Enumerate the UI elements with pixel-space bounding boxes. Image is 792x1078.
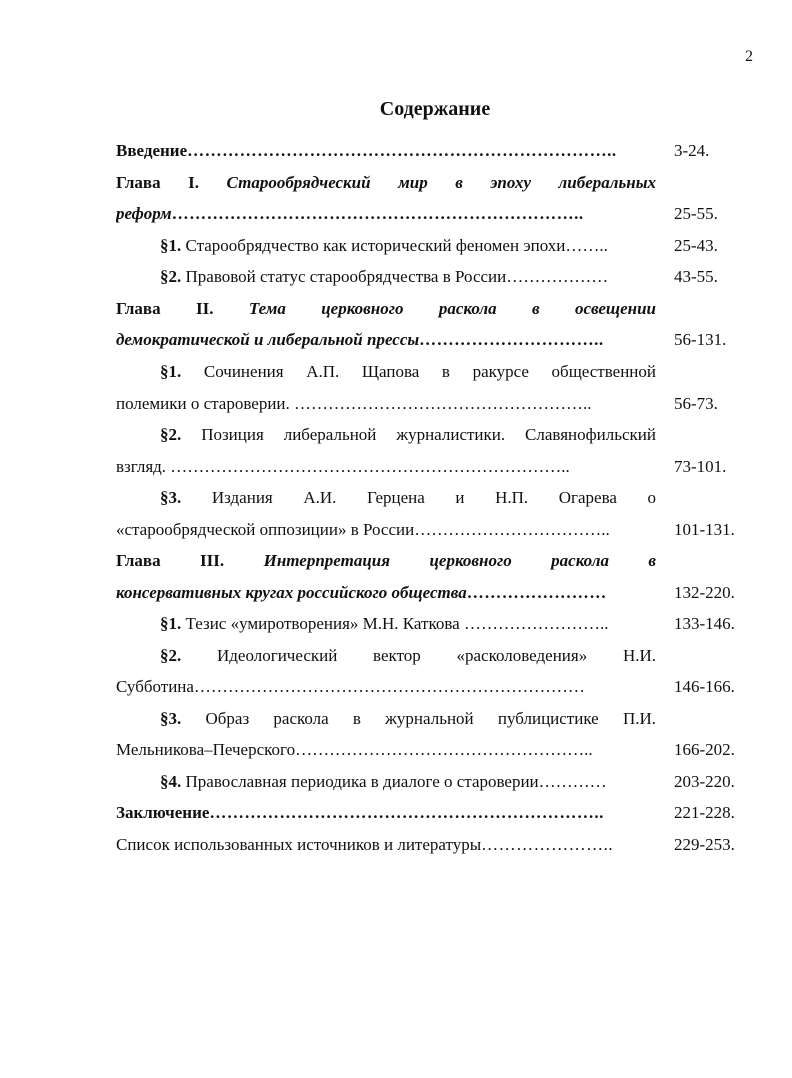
- toc-page-range: 3-24.: [674, 141, 710, 160]
- toc-page-range: 146-166.: [674, 677, 735, 696]
- toc-page-range: 56-73.: [674, 394, 718, 413]
- section-number: §3.: [160, 488, 182, 507]
- section-title-cont: взгляд. ……………………………………………………………..: [116, 457, 570, 476]
- toc-section-3-3: [0, 706, 792, 732]
- toc-page-range: 221-228.: [674, 803, 735, 822]
- section-title: Тезис «умиротворения» М.Н. Каткова ……………………..: [185, 614, 609, 633]
- toc-page-range: 132-220.: [674, 583, 735, 602]
- section-number: §2.: [160, 646, 182, 665]
- toc-section-2-2: [0, 422, 792, 448]
- chapter-label: Глава I.: [116, 173, 199, 192]
- toc-chapter-3-heading-cont: [0, 580, 792, 606]
- section-title: Правовой статус старообрядчества в России………………: [185, 267, 609, 286]
- chapter-title-cont: демократической и либеральной прессы: [116, 330, 420, 349]
- section-title: Издания А.И. Герцена и Н.П. Огарева о: [211, 488, 656, 507]
- toc-section-2-3: [0, 485, 792, 511]
- toc-leader-dots: …………………………………………………………..: [209, 803, 604, 822]
- toc-section-2-1: [0, 359, 792, 385]
- section-title: Позиция либеральной журналистики. Славянофильский: [201, 425, 656, 444]
- toc-page-range: 25-43.: [674, 236, 718, 255]
- section-title-cont: полемики о староверии. ……………………………………………..: [116, 394, 592, 413]
- toc-page-range: 203-220.: [674, 772, 735, 791]
- toc-leader-dots: ……………………………………………………………..: [171, 204, 584, 223]
- toc-section-3-2: [0, 643, 792, 669]
- page-title: Содержание: [379, 98, 491, 120]
- toc-chapter-2-heading-cont: [0, 327, 792, 353]
- section-number: §1.: [160, 362, 182, 381]
- chapter-title: Старообрядческий мир в эпоху либеральных: [226, 173, 656, 192]
- chapter-label: Глава II.: [116, 299, 214, 318]
- section-number: §2.: [160, 267, 182, 286]
- toc-page-range: 133-146.: [674, 614, 735, 633]
- toc-entry-label: Заключение: [116, 803, 210, 822]
- section-title-cont: Мельникова–Печерского……………………………………………..: [116, 740, 593, 759]
- section-number: §1.: [160, 236, 182, 255]
- toc-page-range: 73-101.: [674, 457, 727, 476]
- chapter-label: Глава III.: [116, 551, 225, 570]
- toc-leader-dots: …………………………..: [419, 330, 604, 349]
- toc-section-2-2-cont: [0, 454, 792, 480]
- toc-page-range: 25-55.: [674, 204, 718, 223]
- toc-entry-introduction: [0, 138, 792, 164]
- section-number: §2.: [160, 425, 182, 444]
- toc-entry-bibliography: [0, 832, 792, 858]
- section-number: §4.: [160, 772, 182, 791]
- toc-page-range: 56-131.: [674, 330, 727, 349]
- section-title: Старообрядчество как исторический феномен эпохи……..: [185, 236, 608, 255]
- toc-entry-label: Список использованных источников и литературы: [116, 835, 482, 854]
- chapter-title: Интерпретация церковного раскола в: [263, 551, 656, 570]
- toc-chapter-3-heading: [0, 548, 792, 574]
- toc-section-1-2: [0, 264, 792, 290]
- toc-section-3-4: [0, 769, 792, 795]
- toc-section-3-2-cont: [0, 674, 792, 700]
- chapter-title-cont: реформ: [116, 204, 172, 223]
- toc-section-3-3-cont: [0, 737, 792, 763]
- toc-section-2-1-cont: [0, 391, 792, 417]
- page-number: 2: [745, 48, 753, 65]
- toc-leader-dots: …………………..: [481, 835, 614, 854]
- toc-chapter-2-heading: [0, 296, 792, 322]
- section-title: Идеологический вектор «расколоведения» Н.И.: [217, 646, 656, 665]
- toc-entry-label: Введение: [116, 141, 188, 160]
- toc-leader-dots: ………………………………………………………………..: [187, 141, 617, 160]
- section-title: Сочинения А.П. Щапова в ракурсе общественной: [203, 362, 656, 381]
- toc-leader-dots: ……………………: [466, 583, 607, 602]
- toc-section-1-1: [0, 233, 792, 259]
- toc-chapter-1-heading-cont: [0, 201, 792, 227]
- toc-section-2-3-cont: [0, 517, 792, 543]
- section-number: §1.: [160, 614, 182, 633]
- toc-section-3-1: [0, 611, 792, 637]
- section-title-cont: «старообрядческой оппозиции» в России……………………………..: [116, 520, 610, 539]
- toc-chapter-1-heading: [0, 170, 792, 196]
- toc-page-range: 166-202.: [674, 740, 735, 759]
- section-number: §3.: [160, 709, 182, 728]
- toc-page-range: 229-253.: [674, 835, 735, 854]
- chapter-title: Тема церковного раскола в освещении: [248, 299, 656, 318]
- section-title-cont: Субботина……………………………………………………………: [116, 677, 585, 696]
- section-title: Православная периодика в диалоге о староверии…………: [185, 772, 607, 791]
- section-title: Образ раскола в журнальной публицистике П.И.: [205, 709, 656, 728]
- chapter-title-cont: консервативных кругах российского общества: [116, 583, 467, 602]
- toc-page-range: 43-55.: [674, 267, 718, 286]
- toc-entry-conclusion: [0, 800, 792, 826]
- toc-page-range: 101-131.: [674, 520, 735, 539]
